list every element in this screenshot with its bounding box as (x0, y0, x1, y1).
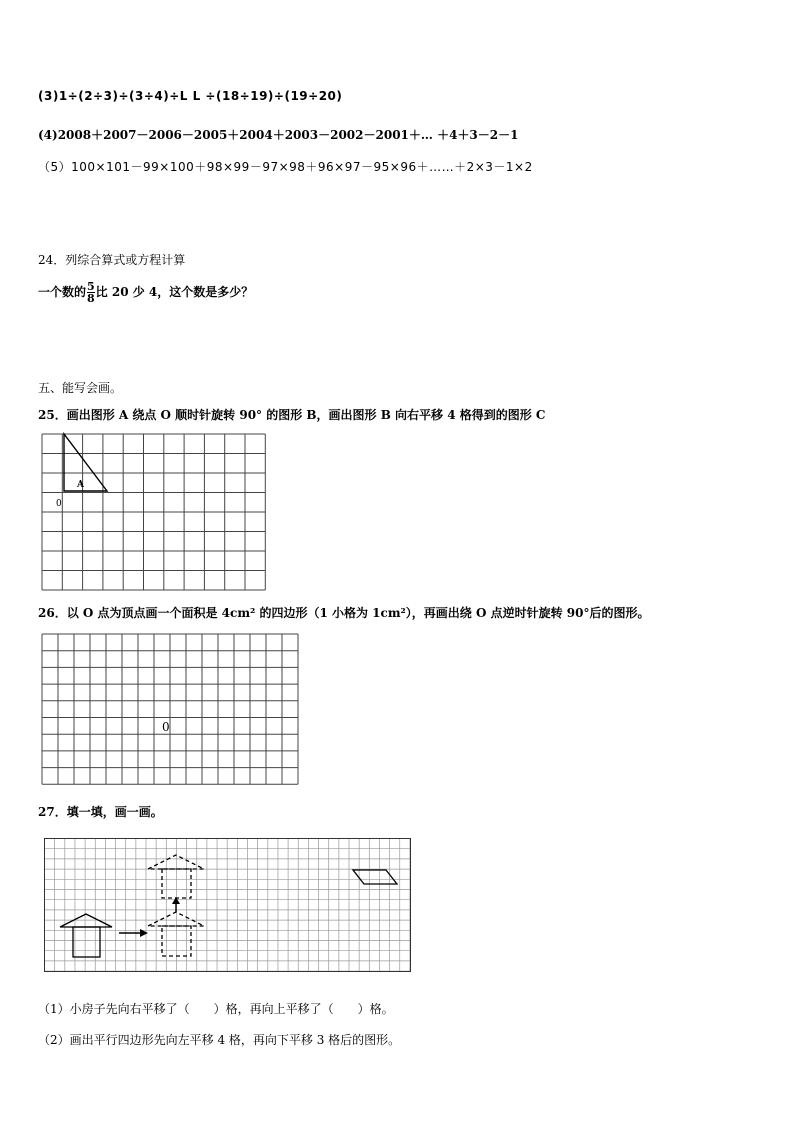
q26-title: 26．以 O 点为顶点画一个面积是 4cm² 的四边形（1 小格为 1cm²），再画出绕 O 点逆时针旋转 90°后的图形。 (38, 606, 650, 620)
shape-a-label: A (77, 480, 84, 490)
q27-grid (44, 838, 416, 974)
q27-sub2: （2）画出平行四边形先向左平移 4 格，再向下平移 3 格后的图形。 (38, 1033, 401, 1047)
q25-grid (40, 431, 270, 591)
shape-a-triangle (64, 434, 107, 491)
q23-part3: (3)1÷(2÷3)÷(3÷4)÷L L ÷(18÷19)÷(19÷20) (38, 89, 343, 103)
q24-title: 24．列综合算式或方程计算 (38, 253, 186, 267)
parallelogram (353, 870, 397, 884)
q24-frac-den: 8 (87, 292, 95, 305)
q23-part5: （5）100×101－99×100＋98×99－97×98＋96×97－95×96＋……＋2×3－1×2 (38, 160, 533, 174)
q27-title: 27．填一填，画一画。 (38, 805, 163, 819)
q24-text-after: 比 20 少 4，这个数是多少？ (95, 285, 254, 299)
q24-text (38, 281, 253, 304)
q24-frac-num: 5 (87, 280, 95, 293)
q27-sub1: （1）小房子先向右平移了（ ）格，再向上平移了（ ）格。 (38, 1002, 394, 1016)
point-o-label: 0 (56, 499, 62, 509)
q26-grid (40, 634, 300, 784)
q24-fraction (87, 281, 95, 304)
section5-title: 五、能写会画。 (38, 381, 123, 395)
q23-part4: (4)2008＋2007－2006－2005＋2004＋2003－2002－2001＋… ＋4＋3－2－1 (38, 128, 519, 142)
q25-title: 25．画出图形 A 绕点 O 顺时针旋转 90° 的图形 B，画出图形 B 向右平移 4 格得到的图形 C (38, 408, 546, 422)
point-o-label-26: 0 (162, 720, 170, 734)
q24-text-before: 一个数的 (38, 285, 87, 299)
